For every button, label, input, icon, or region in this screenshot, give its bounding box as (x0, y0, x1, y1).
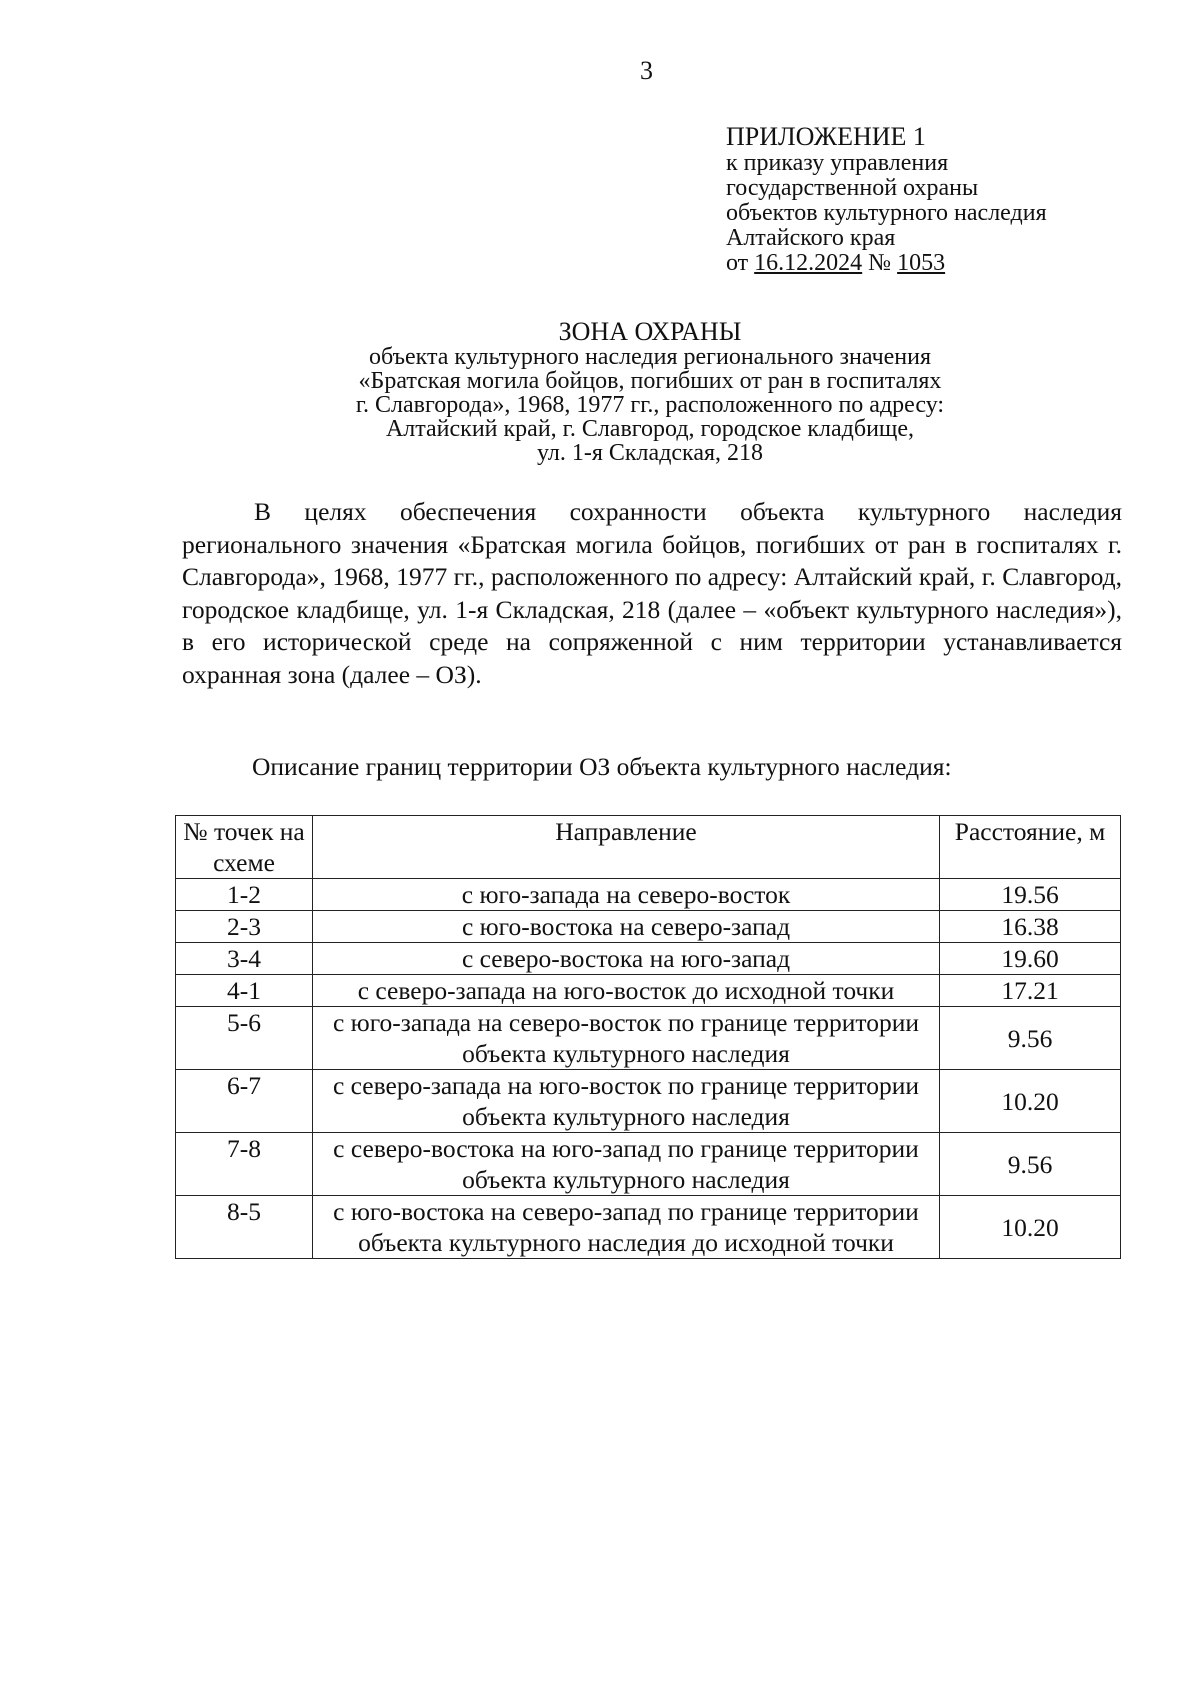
number-prefix: № (862, 250, 898, 276)
order-number: 1053 (897, 250, 946, 276)
zone-subtitle-line: ул. 1-я Складская, 218 (536, 440, 764, 466)
cell-points: 7-8 (176, 1133, 313, 1196)
cell-direction: с северо-запада на юго-восток до исходной точки (313, 975, 940, 1007)
cell-direction: с северо-востока на юго-запад по границе территории объекта культурного наследия (313, 1133, 940, 1196)
appendix-line: к приказу управления (726, 150, 949, 176)
zone-subtitle-line: Алтайский край, г. Славгород, городское кладбище, (385, 416, 915, 442)
table-caption: Описание границ территории ОЗ объекта культурного наследия: (252, 752, 952, 781)
cell-direction: с юго-запада на северо-восток (313, 879, 940, 911)
table-row (176, 879, 1121, 911)
cell-distance: 17.21 (940, 975, 1121, 1007)
zone-title: ЗОНА ОХРАНЫ (558, 317, 742, 346)
cell-distance: 10.20 (940, 1070, 1121, 1133)
cell-points: 3-4 (176, 943, 313, 975)
zone-subtitle-line: г. Славгорода», 1968, 1977 гг., расположенного по адресу: (355, 392, 945, 418)
cell-direction: с юго-востока на северо-запад по границе территории объекта культурного наследия до исходной точки (313, 1196, 940, 1259)
zone-subtitle-line: объекта культурного наследия регионального значения (368, 344, 932, 370)
cell-points: 2-3 (176, 911, 313, 943)
cell-distance: 9.56 (940, 1133, 1121, 1196)
cell-points: 5-6 (176, 1007, 313, 1070)
table-row (176, 1070, 1121, 1133)
cell-points: 1-2 (176, 879, 313, 911)
appendix-block (726, 124, 1047, 276)
intro-paragraph: В целях обеспечения сохранности объекта культурного наследия регионального значения «Братская могила бойцов, погибших от ран в госпиталях г. Славгорода», 1968, 1977 гг., расположенного по адресу: Алтайский край, г. Славгород, городское кладбище, ул. 1-я Складская, 218 (далее – «объект культурного наследия»), в его исторической среде на сопряженной с ним территории устанавливается охранная зона (далее – ОЗ). (182, 497, 1122, 689)
cell-direction: с юго-запада на северо-восток по границе территории объекта культурного наследия (313, 1007, 940, 1070)
table-row (176, 1133, 1121, 1196)
order-date: 16.12.2024 (754, 250, 863, 276)
page-number: 3 (640, 56, 653, 85)
header-direction: Направление (313, 816, 940, 879)
cell-points: 4-1 (176, 975, 313, 1007)
table-header-row (176, 816, 1121, 879)
appendix-line: объектов культурного наследия (726, 200, 1047, 226)
appendix-line: государственной охраны (726, 175, 979, 201)
boundaries-table (175, 815, 1121, 1259)
header-points: № точек на схеме (176, 816, 313, 879)
zone-subtitle-line: «Братская могила бойцов, погибших от ран в госпиталях (358, 368, 942, 394)
cell-points: 6-7 (176, 1070, 313, 1133)
table-row (176, 943, 1121, 975)
header-distance: Расстояние, м (940, 816, 1121, 879)
table-row (176, 975, 1121, 1007)
zone-header (160, 318, 1140, 465)
cell-distance: 19.56 (940, 879, 1121, 911)
appendix-date-line (726, 251, 1047, 276)
cell-distance: 19.60 (940, 943, 1121, 975)
appendix-line: Алтайского края (726, 225, 896, 251)
cell-points: 8-5 (176, 1196, 313, 1259)
appendix-title: ПРИЛОЖЕНИЕ 1 (726, 122, 926, 151)
table-row (176, 911, 1121, 943)
cell-distance: 9.56 (940, 1007, 1121, 1070)
table-row (176, 1196, 1121, 1259)
cell-distance: 16.38 (940, 911, 1121, 943)
cell-distance: 10.20 (940, 1196, 1121, 1259)
cell-direction: с северо-запада на юго-восток по границе территории объекта культурного наследия (313, 1070, 940, 1133)
cell-direction: с северо-востока на юго-запад (313, 943, 940, 975)
table-row (176, 1007, 1121, 1070)
date-prefix: от (726, 250, 755, 276)
cell-direction: с юго-востока на северо-запад (313, 911, 940, 943)
